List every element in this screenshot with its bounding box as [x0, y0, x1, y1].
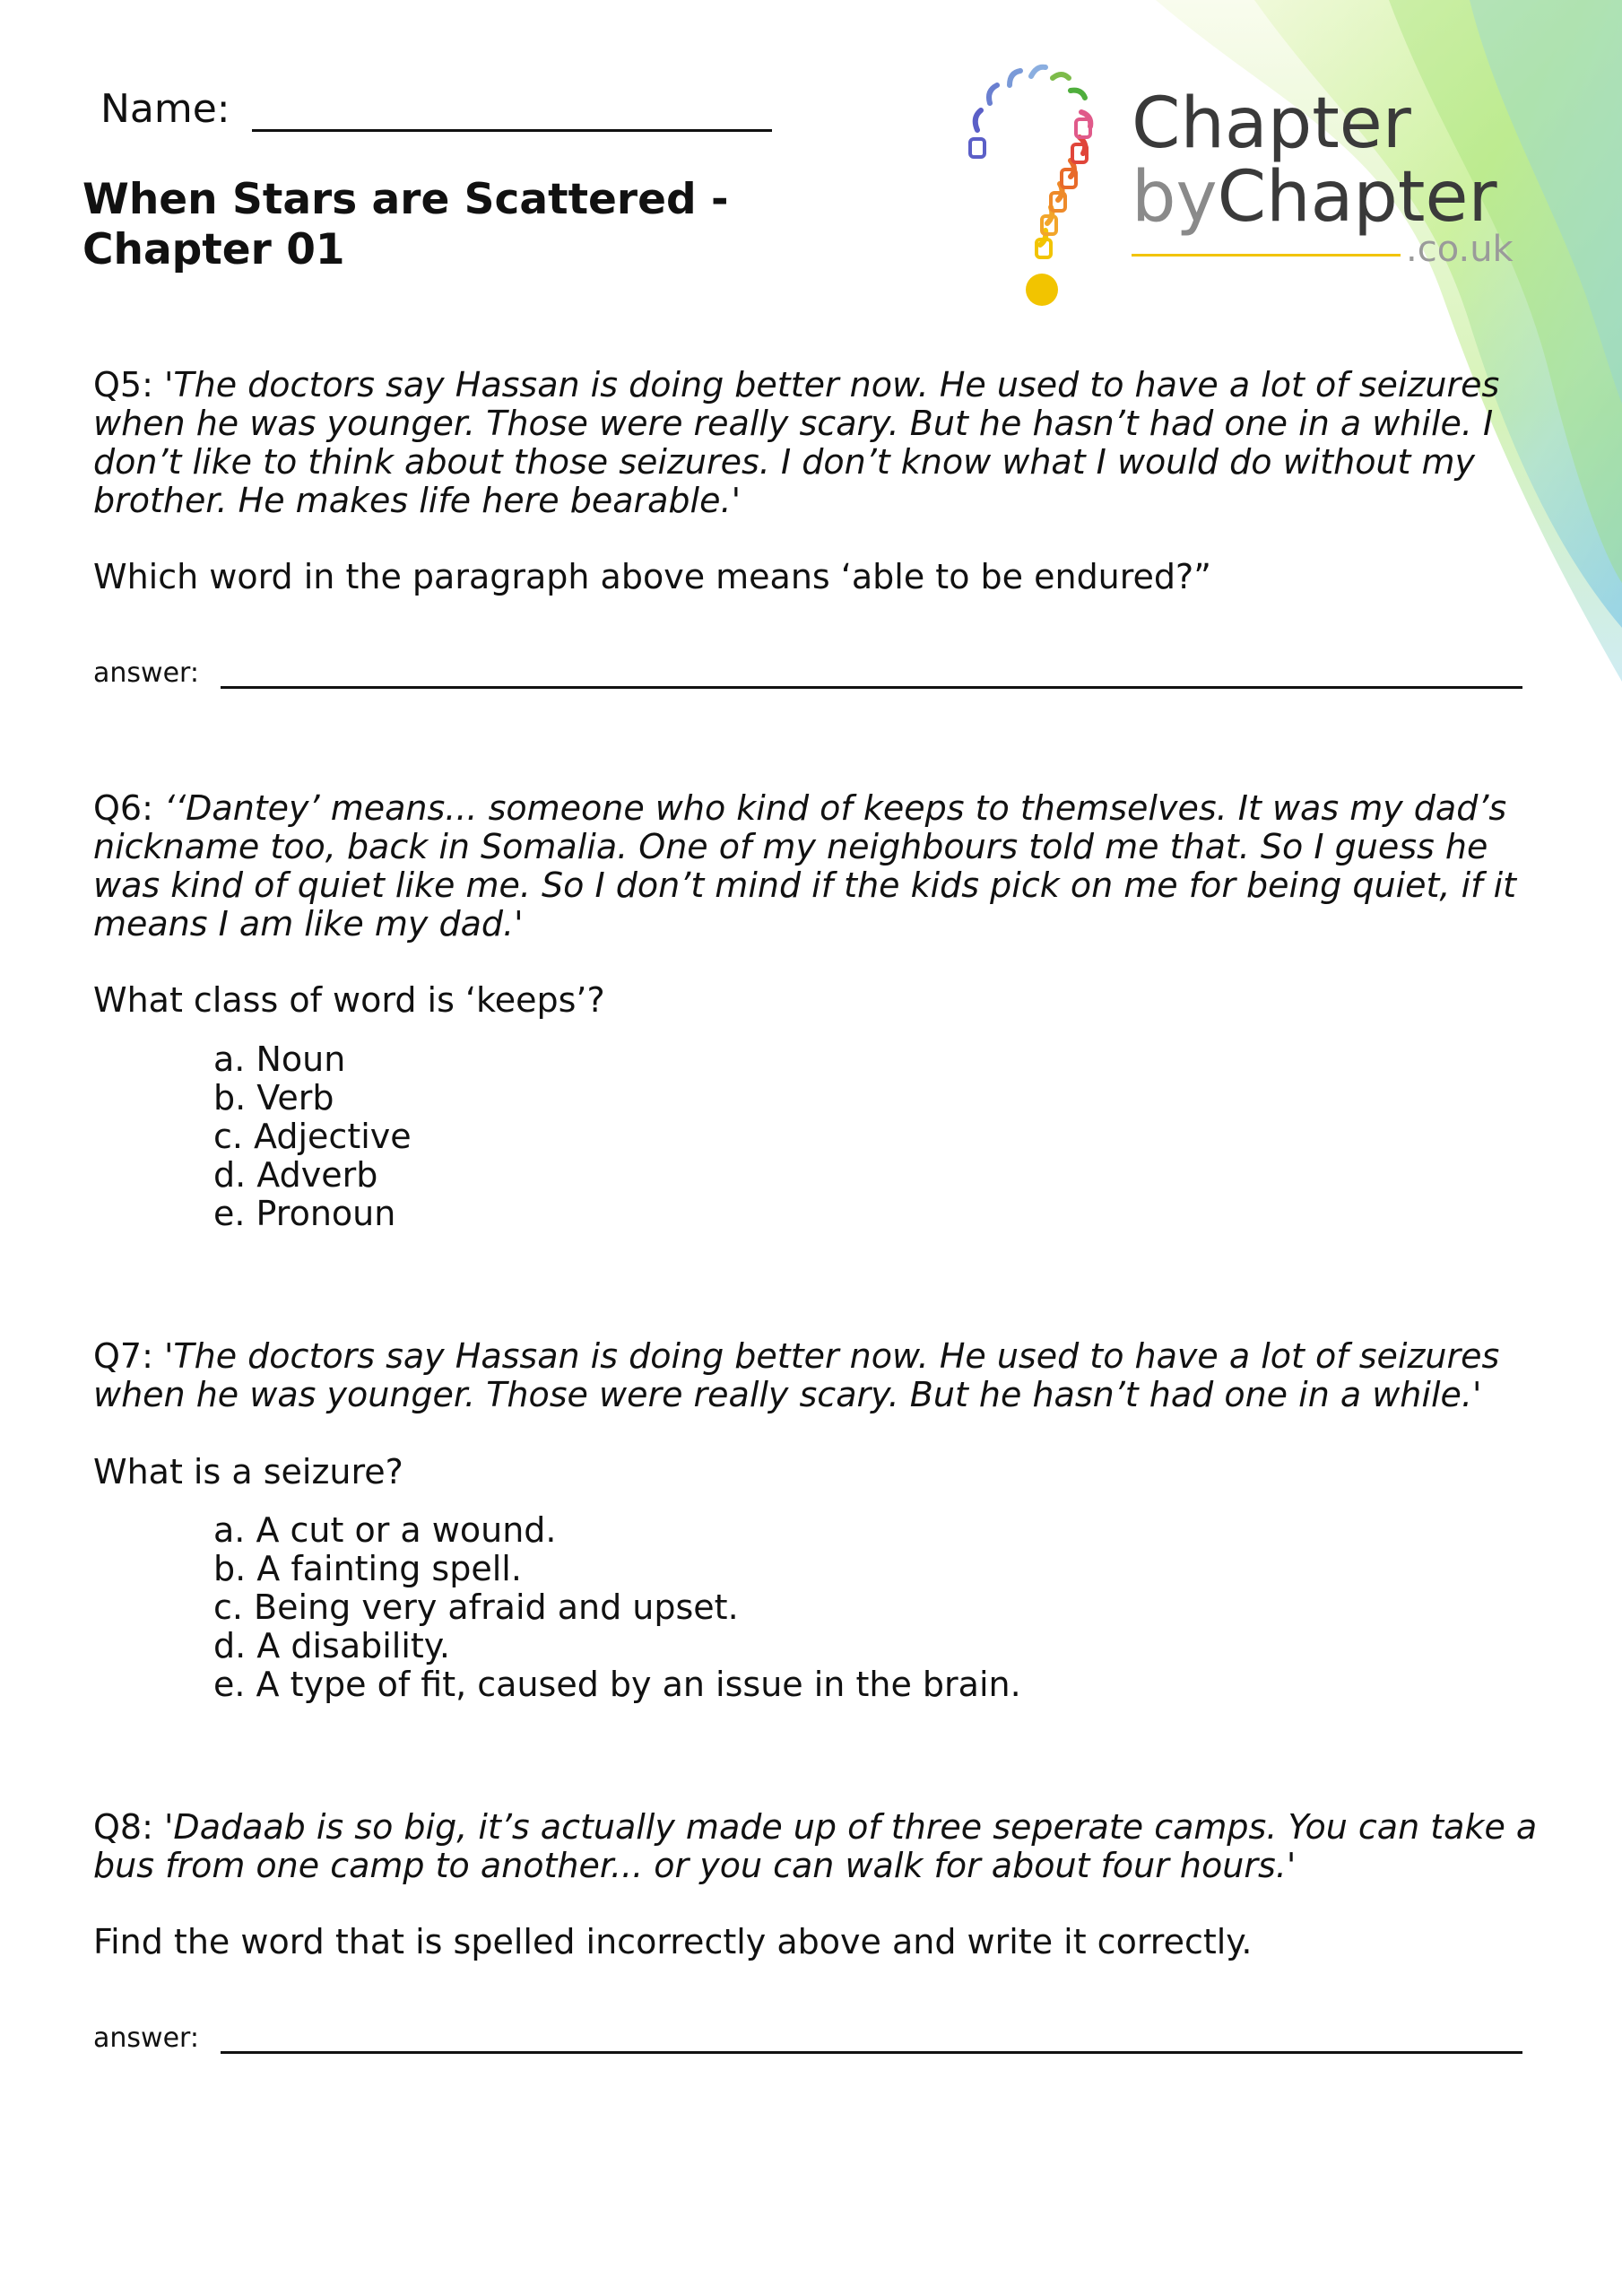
question-quote-text: 'The doctors say Hassan is doing better now. He used to have a lot of seizures when he was younger. Those were really scary. But he hasn’t had one in a while. I don’t like to think about those seizures. I don’t know what I would do without my brother. He makes life here bearable.' [93, 365, 1500, 520]
answer-input-line[interactable] [221, 677, 1522, 689]
option-e[interactable]: e. A type of fit, caused by an issue in the brain. [213, 1665, 1021, 1704]
question-8-prompt: Find the word that is spelled incorrectly above and write it correctly. [93, 1922, 1253, 1961]
question-number: Q7: [93, 1336, 153, 1376]
book-arc-logo-icon [959, 49, 1121, 318]
option-a[interactable]: a. A cut or a wound. [213, 1510, 557, 1550]
question-5-quote [93, 366, 1546, 520]
question-number: Q6: [93, 788, 153, 828]
option-c[interactable]: c. Being very afraid and upset. [213, 1587, 739, 1627]
logo-text-by: by [1132, 157, 1218, 238]
option-c[interactable]: c. Adjective [213, 1117, 412, 1156]
question-quote-text: 'The doctors say Hassan is doing better now. He used to have a lot of seizures when he was younger. Those were really scary. But he hasn’t had one in a while.' [93, 1336, 1500, 1414]
option-b[interactable]: b. Verb [213, 1078, 334, 1118]
logo-underline [1132, 254, 1401, 257]
option-b[interactable]: b. A fainting spell. [213, 1549, 522, 1588]
question-5-prompt: Which word in the paragraph above means ‘able to be endured?” [93, 557, 1211, 596]
logo-text-bychapter [1132, 157, 1497, 238]
worksheet-title: When Stars are Scattered - Chapter 01 [82, 175, 729, 274]
option-d[interactable]: d. Adverb [213, 1155, 378, 1195]
option-d[interactable]: d. A disability. [213, 1626, 450, 1665]
name-write-line [252, 90, 772, 132]
question-5-answer-row [93, 657, 1522, 689]
question-6-options [213, 1040, 412, 1233]
question-8-quote [93, 1808, 1546, 1885]
question-number: Q8: [93, 1807, 153, 1847]
question-7-options [213, 1511, 1021, 1704]
answer-label: answer: [93, 2022, 199, 2054]
name-label: Name: [100, 86, 230, 132]
question-6-quote [93, 789, 1546, 944]
question-7-quote [93, 1337, 1546, 1414]
answer-label: answer: [93, 657, 199, 689]
name-field-row [100, 86, 772, 132]
question-8-answer-row [93, 2022, 1522, 2054]
answer-input-line[interactable] [221, 2042, 1522, 2054]
logo-text-chapter-2: Chapter [1217, 157, 1497, 238]
question-number: Q5: [93, 365, 153, 404]
question-quote-text: 'Dadaab is so big, it’s actually made up of three seperate camps. You can take a bus from one camp to another... or you can walk for about four hours.' [93, 1807, 1538, 1885]
logo-domain-suffix: .co.uk [1406, 229, 1514, 270]
question-6-prompt: What class of word is ‘keeps’? [93, 980, 605, 1020]
logo-text-chapter: Chapter [1132, 83, 1411, 164]
option-a[interactable]: a. Noun [213, 1039, 346, 1079]
option-e[interactable]: e. Pronoun [213, 1194, 396, 1233]
question-7-prompt: What is a seizure? [93, 1452, 403, 1492]
question-quote-text: ‘‘Dantey’ means... someone who kind of keeps to themselves. It was my dad’s nickname too, back in Somalia. One of my neighbours told me that. So I guess he was kind of quiet like me. So I don’t mind if the kids pick on me for being quiet, if it means I am like my dad.' [93, 788, 1517, 944]
